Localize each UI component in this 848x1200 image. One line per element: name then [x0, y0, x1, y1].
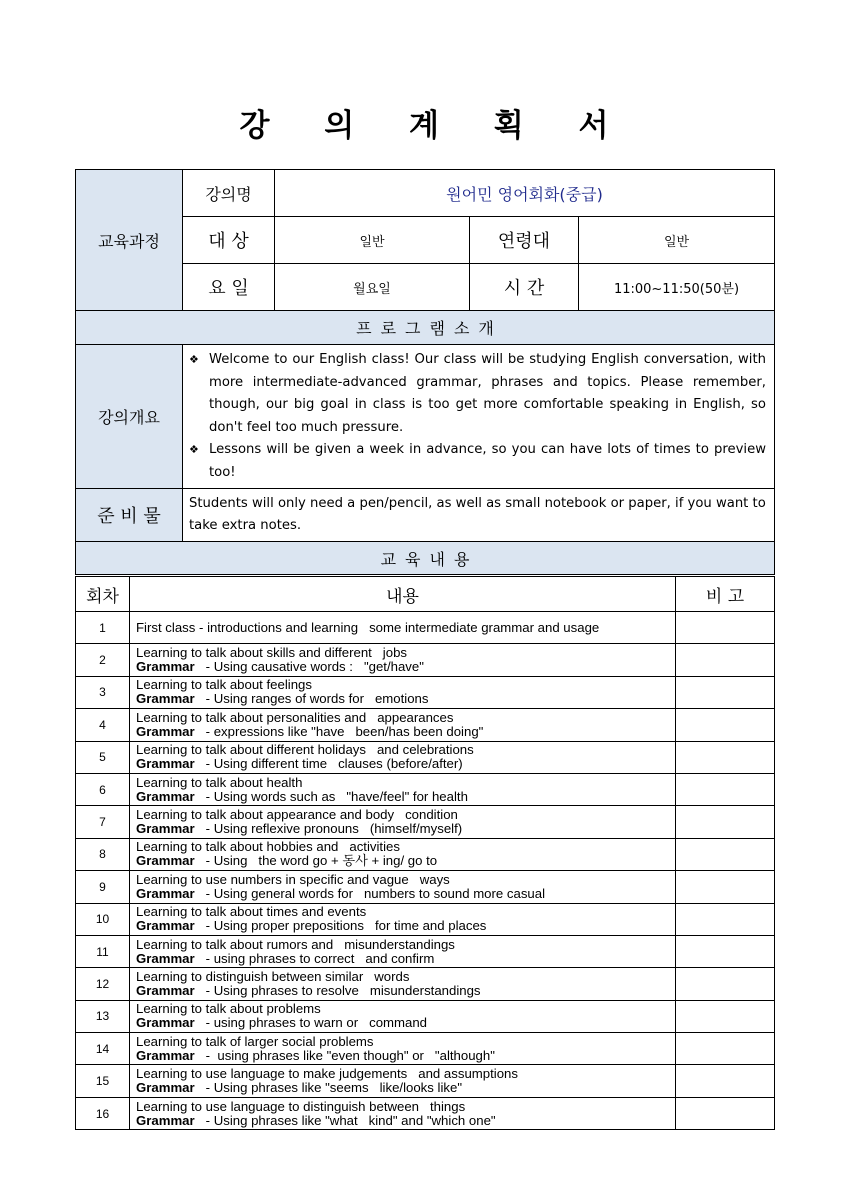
session-number: 10: [76, 903, 130, 935]
session-content: [130, 1065, 676, 1097]
session-row: [76, 709, 775, 741]
program-intro-header: 프로그램소개: [76, 311, 775, 345]
grammar-label: Grammar: [136, 1080, 195, 1096]
grammar-text: - Using phrases like "what kind" and "which one": [194, 1112, 496, 1128]
session-number: 16: [76, 1097, 130, 1129]
session-row: [76, 773, 775, 805]
session-note: [676, 773, 775, 805]
session-content: [130, 612, 676, 644]
time-value: 11:00~11:50(50분): [579, 264, 775, 311]
overview-content: [183, 345, 775, 489]
session-topic: Learning to use numbers in specific and vague ways: [136, 871, 450, 887]
session-content: [130, 1097, 676, 1129]
session-note: [676, 935, 775, 967]
age-label: 연령대: [470, 217, 579, 264]
session-note: [676, 741, 775, 773]
session-grammar: [136, 1081, 669, 1095]
session-grammar: [136, 887, 669, 901]
grammar-text: - expressions like "have been/has been doing": [194, 723, 484, 739]
overview-bullet: [189, 439, 766, 484]
session-number: 11: [76, 935, 130, 967]
session-grammar: [136, 660, 669, 674]
grammar-label: Grammar: [136, 756, 195, 772]
session-note: [676, 612, 775, 644]
session-topic: Learning to talk about feelings: [136, 677, 312, 693]
session-row: [76, 612, 775, 644]
target-label: 대 상: [183, 217, 275, 264]
session-topic: Learning to talk about skills and different jobs: [136, 645, 408, 661]
session-grammar: [136, 790, 669, 804]
session-row: [76, 935, 775, 967]
session-number: 8: [76, 838, 130, 870]
session-topic: Learning to talk about problems: [136, 1001, 321, 1017]
session-topic: Learning to talk about appearance and body condition: [136, 807, 458, 823]
session-note: [676, 838, 775, 870]
session-content: [130, 935, 676, 967]
session-note: [676, 1065, 775, 1097]
grammar-text: - Using different time clauses (before/after): [194, 756, 463, 772]
session-note: [676, 1000, 775, 1032]
grammar-label: Grammar: [136, 885, 195, 901]
session-number: 6: [76, 773, 130, 805]
grammar-label: Grammar: [136, 821, 195, 837]
session-number: 9: [76, 871, 130, 903]
session-content: [130, 871, 676, 903]
grammar-text: - Using reflexive pronouns (himself/myself): [194, 821, 463, 837]
note-column-header: 비 고: [676, 577, 775, 612]
session-content: [130, 773, 676, 805]
grammar-label: Grammar: [136, 788, 195, 804]
grammar-text: - using phrases to warn or command: [194, 1015, 428, 1031]
session-content: [130, 903, 676, 935]
grammar-text: - Using ranges of words for emotions: [194, 691, 429, 707]
course-name-label: 강의명: [183, 170, 275, 217]
session-grammar: [136, 1049, 669, 1063]
session-grammar: [136, 1114, 669, 1128]
diamond-bullet-icon: ❖: [189, 443, 199, 456]
session-content: [130, 1000, 676, 1032]
time-label: 시 간: [470, 264, 579, 311]
session-grammar: [136, 1016, 669, 1030]
materials-label: 준 비 물: [76, 489, 183, 542]
session-row: [76, 903, 775, 935]
grammar-text: - Using causative words : "get/have": [194, 659, 424, 675]
session-note: [676, 871, 775, 903]
session-topic: Learning to talk about different holidays and celebrations: [136, 742, 474, 758]
session-number: 3: [76, 676, 130, 708]
overview-label: 강의개요: [76, 345, 183, 489]
grammar-text: - Using phrases like "seems like/looks like": [194, 1080, 462, 1096]
session-topic: Learning to distinguish between similar words: [136, 968, 410, 984]
session-note: [676, 806, 775, 838]
session-grammar: [136, 854, 669, 868]
session-topic: First class - introductions and learning some intermediate grammar and usage: [136, 619, 600, 635]
grammar-label: Grammar: [136, 950, 195, 966]
session-topic: Learning to talk about rumors and misunderstandings: [136, 936, 455, 952]
session-content: [130, 838, 676, 870]
session-topic: Learning to talk of larger social problems: [136, 1033, 374, 1049]
session-number: 5: [76, 741, 130, 773]
session-row: [76, 968, 775, 1000]
session-row: [76, 1065, 775, 1097]
session-content: [130, 1033, 676, 1065]
overview-bullet: [189, 349, 766, 439]
session-topic: Learning to talk about hobbies and activities: [136, 839, 400, 855]
session-grammar: [136, 822, 669, 836]
grammar-label: Grammar: [136, 1112, 195, 1128]
overview-text: Lessons will be given a week in advance, so you can have lots of times to preview too!: [209, 442, 766, 480]
grammar-label: Grammar: [136, 918, 195, 934]
session-number: 12: [76, 968, 130, 1000]
session-note: [676, 644, 775, 676]
grammar-text: - Using the word go + 동사 + ing/ go to: [194, 853, 438, 869]
grammar-label: Grammar: [136, 691, 195, 707]
session-note: [676, 968, 775, 1000]
session-row: [76, 806, 775, 838]
overview-text: Welcome to our English class! Our class will be studying English conversation, with more intermediate-advanced grammar, phrases and topics. Please remember, though, our big goal in class is too get more comfortable speaking in English, so don't feel too much pressure.: [209, 352, 766, 435]
document-title: 강 의 계 획 서: [239, 108, 631, 144]
grammar-text: - Using words such as "have/feel" for health: [194, 788, 468, 804]
session-topic: Learning to talk about times and events: [136, 904, 367, 920]
session-grammar: [136, 919, 669, 933]
session-note: [676, 903, 775, 935]
session-note: [676, 1097, 775, 1129]
session-row: [76, 1033, 775, 1065]
grammar-text: - using phrases to correct and confirm: [194, 950, 435, 966]
session-number: 13: [76, 1000, 130, 1032]
grammar-text: - Using general words for numbers to sound more casual: [194, 885, 546, 901]
session-content: [130, 806, 676, 838]
session-note: [676, 1033, 775, 1065]
session-number: 15: [76, 1065, 130, 1097]
session-grammar: [136, 725, 669, 739]
grammar-label: Grammar: [136, 1015, 195, 1031]
session-number: 4: [76, 709, 130, 741]
session-topic: Learning to use language to distinguish between things: [136, 1098, 466, 1114]
course-info-table: [75, 169, 775, 575]
session-grammar: [136, 984, 669, 998]
session-row: [76, 1097, 775, 1129]
curriculum-header: 교육내용: [76, 542, 775, 575]
course-section-label: 교육과정: [76, 170, 183, 311]
session-content: [130, 644, 676, 676]
session-row: [76, 741, 775, 773]
session-topic: Learning to talk about health: [136, 774, 303, 790]
session-row: [76, 871, 775, 903]
day-value: 월요일: [275, 264, 470, 311]
session-row: [76, 838, 775, 870]
session-note: [676, 676, 775, 708]
session-topic: Learning to talk about personalities and appearances: [136, 709, 454, 725]
diamond-bullet-icon: ❖: [189, 353, 199, 366]
grammar-label: Grammar: [136, 1047, 195, 1063]
grammar-label: Grammar: [136, 723, 195, 739]
session-content: [130, 741, 676, 773]
grammar-text: - Using proper prepositions for time and places: [194, 918, 487, 934]
session-grammar: [136, 692, 669, 706]
age-value: 일반: [579, 217, 775, 264]
session-number: 1: [76, 612, 130, 644]
session-row: [76, 676, 775, 708]
content-column-header: 내용: [130, 577, 676, 612]
session-grammar: [136, 757, 669, 771]
session-topic: Learning to use language to make judgements and assumptions: [136, 1066, 518, 1082]
day-label: 요 일: [183, 264, 275, 311]
session-grammar: [136, 952, 669, 966]
target-value: 일반: [275, 217, 470, 264]
grammar-label: Grammar: [136, 853, 195, 869]
materials-text: Students will only need a pen/pencil, as well as small notebook or paper, if you want to take extra notes.: [183, 489, 775, 542]
session-number: 7: [76, 806, 130, 838]
grammar-text: - Using phrases to resolve misunderstandings: [194, 982, 481, 998]
session-row: [76, 644, 775, 676]
session-content: [130, 709, 676, 741]
course-name-value: 원어민 영어회화(중급): [275, 170, 775, 217]
session-note: [676, 709, 775, 741]
session-content: [130, 676, 676, 708]
session-number: 14: [76, 1033, 130, 1065]
curriculum-table: [75, 576, 775, 1130]
grammar-label: Grammar: [136, 659, 195, 675]
session-number: 2: [76, 644, 130, 676]
grammar-label: Grammar: [136, 982, 195, 998]
session-row: [76, 1000, 775, 1032]
grammar-text: - using phrases like "even though" or "although": [194, 1047, 495, 1063]
session-content: [130, 968, 676, 1000]
session-column-header: 회차: [76, 577, 130, 612]
